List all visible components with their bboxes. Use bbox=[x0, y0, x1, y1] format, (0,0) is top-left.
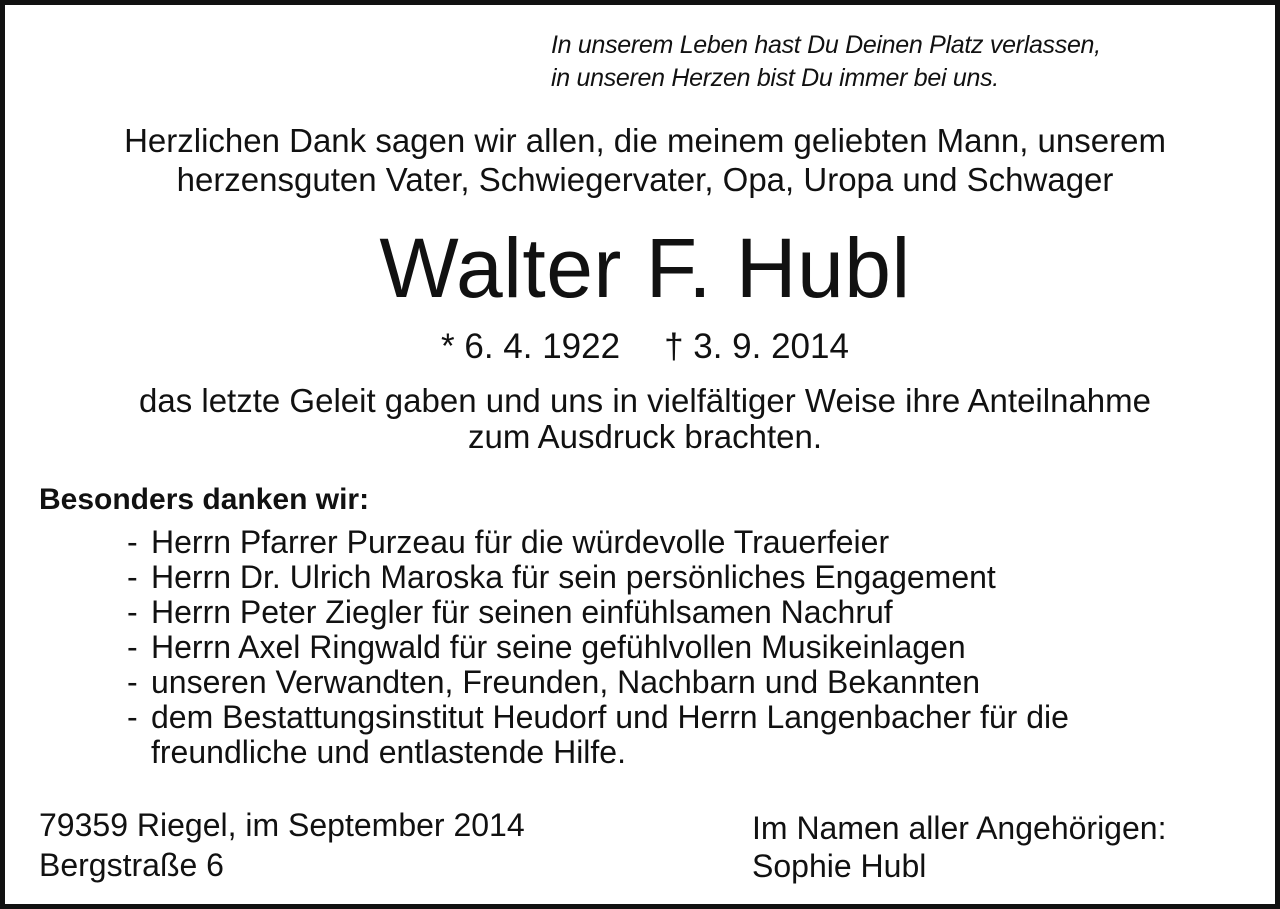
list-item: - unseren Verwandten, Freunden, Nachbarn und Bekannten bbox=[127, 664, 981, 700]
thanks-intro bbox=[5, 121, 1280, 199]
signature-intro: Im Namen aller Angehörigen: bbox=[752, 810, 1167, 846]
special-thanks-heading: Besonders danken wir: bbox=[39, 483, 370, 516]
signature-block bbox=[752, 809, 1166, 885]
intro-line-2: herzensguten Vater, Schwiegervater, Opa, Uropa und Schwager bbox=[176, 161, 1114, 198]
list-item: - Herrn Peter Ziegler für seinen einfühlsamen Nachruf bbox=[127, 594, 893, 630]
place-date-line: 79359 Riegel, im September 2014 bbox=[39, 807, 525, 843]
special-thanks-list bbox=[127, 525, 1069, 735]
signer-name: Sophie Hubl bbox=[752, 848, 927, 884]
quote-line-2: in unseren Herzen bist Du immer bei uns. bbox=[551, 64, 999, 92]
street-address: Bergstraße 6 bbox=[39, 847, 224, 883]
thanks-outro bbox=[5, 383, 1280, 455]
list-item: - Herrn Dr. Ulrich Maroska für sein persönliches Engagement bbox=[127, 559, 996, 595]
list-item: - Herrn Axel Ringwald für seine gefühlvollen Musikeinlagen bbox=[127, 629, 966, 665]
list-item: - Herrn Pfarrer Purzeau für die würdevolle Trauerfeier bbox=[127, 524, 890, 560]
list-item-continuation: freundliche und entlastende Hilfe. bbox=[151, 734, 626, 770]
birth-date: * 6. 4. 1922 bbox=[441, 327, 621, 366]
quote-line-1: In unserem Leben hast Du Deinen Platz verlassen, bbox=[551, 31, 1101, 59]
place-and-date bbox=[39, 805, 525, 885]
intro-line-1: Herzlichen Dank sagen wir allen, die meinem geliebten Mann, unserem bbox=[124, 122, 1166, 159]
memorial-quote bbox=[551, 29, 1101, 95]
outro-line-2: zum Ausdruck brachten. bbox=[467, 418, 822, 455]
death-date: † 3. 9. 2014 bbox=[664, 327, 849, 366]
deceased-name: Walter F. Hubl bbox=[379, 221, 911, 315]
life-dates bbox=[5, 325, 1280, 369]
outro-line-1: das letzte Geleit gaben und uns in vielfältiger Weise ihre Anteilnahme bbox=[139, 382, 1151, 419]
list-item: - dem Bestattungsinstitut Heudorf und Herrn Langenbacher für die bbox=[127, 699, 1069, 735]
